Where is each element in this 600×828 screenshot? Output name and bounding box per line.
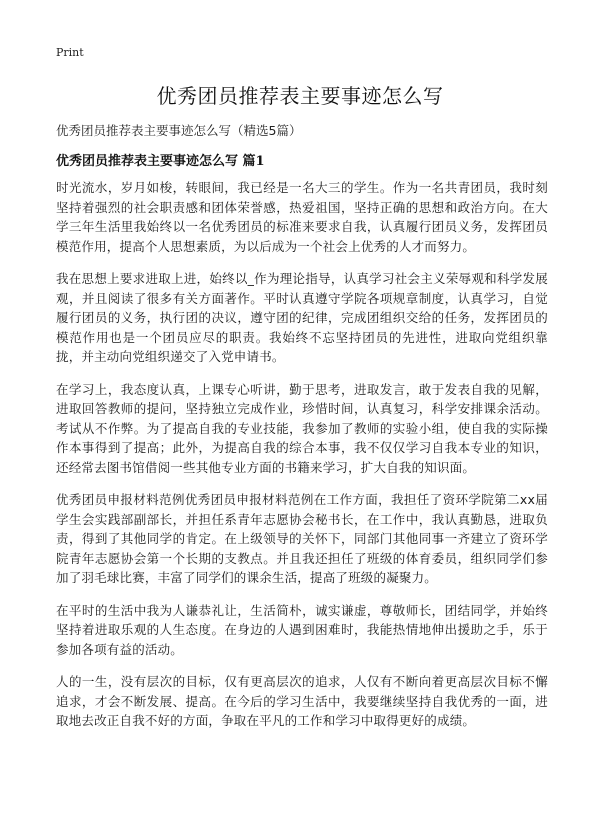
paragraph-6: 人的一生，没有层次的目标，仅有更高层次的追求，人仅有不断向着更高层次目标不懈追求，才会不断发展、提高。在今后的学习生活中，我要继续坚持自我优秀的一面，进取地去改正自我不好的方面，争取在平凡的工作和学习中取得更好的成绩。 — [56, 674, 548, 728]
document-subtitle: 优秀团员推荐表主要事迹怎么写（精选5篇） — [56, 123, 302, 138]
paragraph-1: 时光流水，岁月如梭，转眼间，我已经是一名大三的学生。作为一名共青团员，我时刻坚持着强烈的社会职责感和团体荣誉感，热爱祖国，坚持正确的思想和政治方向。在大学三年生活里我始终以一名优秀团员的标准来要求自我，认真履行团员义务，发挥团员模范作用，提高个人思想素质，为以后成为一个社会上优秀的人才而努力。 — [56, 180, 548, 254]
page-title: 优秀团员推荐表主要事迹怎么写 — [156, 84, 444, 108]
paragraph-2: 我在思想上要求进取上进，始终以_作为理论指导，认真学习社会主义荣辱观和科学发展观，并且阅读了很多有关方面著作。平时认真遵守学院各项规章制度，认真学习，自觉履行团员的义务，执行团的决议，遵守团的纪律，完成团组织交给的任务，发挥团员的模范作用也是一个团员应尽的职责。我始终不忘坚持团员的先进性，进取向党组织靠拢，并主动向党组织递交了入党申请书。 — [56, 271, 548, 364]
paragraph-5: 在平时的生活中我为人谦恭礼让，生活简朴，诚实谦虚，尊敬师长，团结同学，并始终坚持着进取乐观的人生态度。在身边的人遇到困难时，我能热情地伸出援助之手，乐于参加各项有益的活动。 — [56, 602, 548, 657]
document-body — [56, 178, 548, 744]
print-link[interactable]: Print — [56, 46, 84, 59]
section-heading: 优秀团员推荐表主要事迹怎么写 篇1 — [56, 154, 265, 169]
paragraph-4: 优秀团员申报材料范例优秀团员申报材料范例在工作方面，我担任了资环学院第二xx届学生会实践部副部长，并担任系青年志愿协会秘书长，在工作中，我认真勤恳，进取负责，得到了其他同学的肯定。在上级领导的关怀下，同部门其他同事一齐建立了资环学院青年志愿协会第一个长期的支教点。并且我还担任了班级的体育委员，组织同学们参加了羽毛球比赛，丰富了同学们的课余生活，提高了班级的凝聚力。 — [56, 492, 548, 585]
paragraph-3: 在学习上，我态度认真，上课专心听讲，勤于思考，进取发言，敢于发表自我的见解，进取回答教师的提问，坚持独立完成作业，珍惜时间，认真复习，科学安排课余活动。考试从不作弊。为了提高自我的专业技能，我参加了教师的实验小组，使自我的实际操作本事得到了提高；此外，为提高自我的综合本事，我不仅仅学习自我本专业的知识，还经常去图书馆借阅一些其他专业方面的书籍来学习，扩大自我的知识面。 — [56, 381, 548, 475]
